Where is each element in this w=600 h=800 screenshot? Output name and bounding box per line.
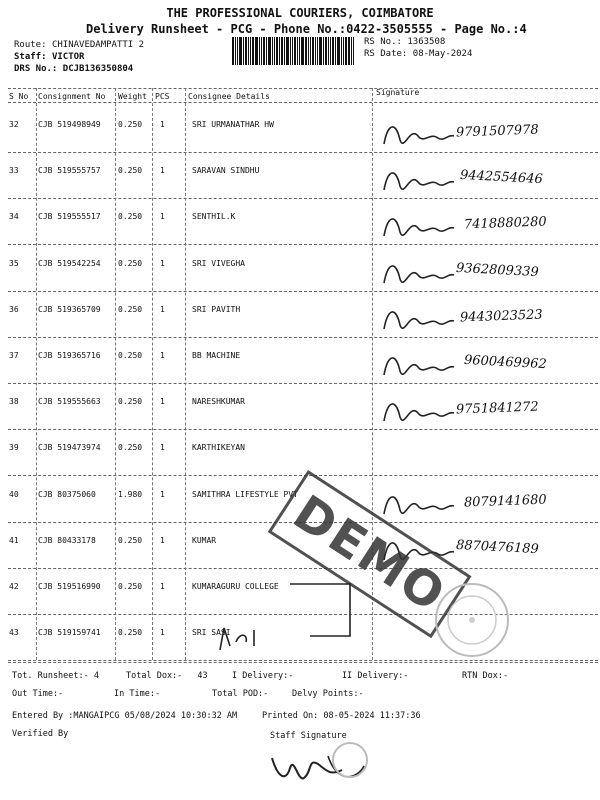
- delvy-points: Delvy Points:-: [292, 689, 364, 699]
- column-divider: [152, 88, 153, 660]
- rs-no-line: [364, 37, 445, 47]
- rs-date-label: RS Date:: [364, 49, 408, 59]
- row-consignee: BB MACHINE: [192, 351, 241, 360]
- row-weight: 0.250: [118, 628, 143, 638]
- row-weight: 0.250: [118, 582, 143, 591]
- row-consignee: KARTHIKEYAN: [192, 443, 245, 453]
- rs-date-value: 08-May-2024: [412, 49, 473, 59]
- row-weight: 0.250: [118, 120, 143, 129]
- col-header-pcs: PCS: [155, 92, 170, 101]
- row-consignee: KUMARAGURU COLLEGE: [192, 582, 279, 591]
- row-divider: [8, 198, 598, 199]
- row-signature-scribble: [378, 160, 458, 200]
- row-pcs: 1: [160, 212, 165, 222]
- row-sno: 43: [9, 628, 19, 638]
- row-pcs: 1: [160, 397, 165, 407]
- row-sno: 32: [9, 120, 19, 129]
- route-value: CHINAVEDAMPATTI 2: [51, 40, 145, 50]
- row-consignment-no: CJB 80433178: [38, 535, 96, 545]
- row-divider: [8, 568, 598, 569]
- column-divider: [36, 88, 37, 660]
- row-pcs: 1: [160, 535, 165, 545]
- i-delivery: I Delivery:-: [232, 671, 294, 681]
- row-sno: 35: [9, 258, 19, 268]
- staff-signature-scribble: [268, 738, 388, 794]
- row-pcs: 1: [160, 258, 165, 268]
- row-divider: [8, 429, 598, 430]
- row-signature-phone: 9751841272: [455, 399, 539, 418]
- row-consignee: SARAVAN SINDHU: [192, 166, 260, 176]
- row-pcs: 1: [160, 120, 165, 129]
- row-consignee: SRI PAVITH: [192, 304, 241, 314]
- row-consignee: SAMITHRA LIFESTYLE PVT: [192, 489, 298, 499]
- row-divider: [8, 383, 598, 384]
- route-label: Route:: [14, 40, 47, 50]
- demo-stamp-text: DEMO: [268, 470, 472, 638]
- row-consignment-no: CJB 519555517: [38, 212, 101, 222]
- row-pcs: 1: [160, 166, 165, 176]
- row-sno: 38: [9, 397, 19, 407]
- row-pcs: 1: [160, 582, 165, 591]
- company-seal-icon: [432, 580, 512, 660]
- row-divider: [8, 337, 598, 338]
- col-header-consignee: Consignee Details: [188, 92, 270, 101]
- verified-by: Verified By: [12, 729, 69, 739]
- row-consignment-no: CJB 519542254: [38, 258, 101, 268]
- tot-runsheet: [12, 671, 99, 681]
- row-signature-scribble: [210, 580, 370, 650]
- row-consignment-no: CJB 519365709: [38, 304, 101, 314]
- col-header-signature: Signature: [376, 88, 420, 97]
- row-pcs: 1: [160, 304, 165, 314]
- row-pcs: 1: [160, 489, 165, 499]
- row-weight: 0.250: [118, 535, 143, 545]
- ii-delivery: II Delivery:-: [342, 671, 409, 681]
- row-consignment-no: CJB 519555663: [38, 397, 101, 407]
- row-signature-phone: 7418880280: [463, 214, 547, 233]
- table-header-rule: [8, 102, 598, 103]
- row-pcs: 1: [160, 443, 165, 453]
- row-weight: 0.250: [118, 258, 143, 268]
- staff-line: [14, 52, 84, 62]
- row-signature-phone: 8079141680: [463, 492, 547, 511]
- row-consignee: SRI VIVEGHA: [192, 258, 245, 268]
- row-sno: 36: [9, 304, 19, 314]
- total-dox-label: Total Dox:-: [126, 671, 183, 681]
- row-consignee: KUMAR: [192, 535, 217, 545]
- table-top-rule: [8, 88, 598, 89]
- drs-line: [14, 64, 133, 74]
- row-consignment-no: CJB 519516990: [38, 582, 101, 591]
- row-weight: 1.980: [118, 489, 143, 499]
- row-signature-phone: 9362809339: [455, 260, 540, 280]
- rs-date-line: [364, 49, 472, 59]
- rs-no-label: RS No.:: [364, 37, 402, 47]
- drs-label: DRS No.:: [14, 64, 58, 74]
- total-dox-value: 43: [197, 671, 208, 681]
- column-divider: [115, 88, 116, 660]
- row-consignment-no: CJB 519555757: [38, 166, 101, 176]
- row-consignment-no: CJB 80375060: [38, 489, 96, 499]
- staff-signature-label: Staff Signature: [270, 731, 347, 741]
- runsheet-subtitle: Delivery Runsheet - PCG - Phone No.:0422-3505555 - Page No.:4: [86, 22, 527, 36]
- row-signature-scribble: [378, 391, 458, 431]
- row-divider: [8, 244, 598, 245]
- row-signature-phone: 8870476189: [455, 537, 540, 557]
- rs-no-value: 1363508: [407, 37, 446, 47]
- row-sno: 42: [9, 582, 19, 591]
- row-consignment-no: CJB 519159741: [38, 628, 101, 638]
- row-consignee: SENTHIL.K: [192, 212, 236, 222]
- row-signature-scribble: [378, 345, 458, 385]
- row-divider: [8, 291, 598, 292]
- row-signature-scribble: [378, 206, 458, 246]
- small-seal-icon: [330, 740, 370, 780]
- entered-by: Entered By :MANGAIPCG 05/08/2024 10:30:32 AM: [12, 711, 238, 721]
- route-line: [14, 40, 144, 50]
- row-signature-scribble: [378, 484, 458, 524]
- row-sno: 41: [9, 535, 19, 545]
- in-time: In Time:-: [114, 689, 161, 699]
- col-header-weight: Weight: [118, 92, 147, 101]
- row-sno: 37: [9, 351, 19, 360]
- row-signature-scribble: [378, 114, 458, 154]
- printed-on: Printed On: 08-05-2024 11:37:36: [262, 711, 421, 721]
- row-signature-phone: 9442554646: [459, 168, 544, 188]
- row-signature-phone: 9600469962: [463, 352, 548, 373]
- row-weight: 0.250: [118, 166, 143, 176]
- row-weight: 0.250: [118, 304, 143, 314]
- row-signature-phone: 9791507978: [455, 122, 539, 141]
- row-consignee: NARESHKUMAR: [192, 397, 245, 407]
- column-divider: [185, 88, 186, 660]
- row-consignment-no: CJB 519498949: [38, 120, 101, 129]
- out-time: Out Time:-: [12, 689, 64, 699]
- row-sno: 34: [9, 212, 19, 222]
- staff-value: VICTOR: [51, 52, 85, 62]
- row-signature-scribble: [378, 253, 458, 293]
- row-pcs: 1: [160, 351, 165, 360]
- col-header-sno: S No: [9, 92, 29, 101]
- row-weight: 0.250: [118, 443, 143, 453]
- tot-runsheet-value: 4: [93, 671, 100, 681]
- row-weight: 0.250: [118, 212, 143, 222]
- tot-runsheet-label: Tot. Runsheet:-: [12, 671, 89, 681]
- row-sno: 40: [9, 489, 19, 499]
- row-consignee: SRI URMANATHAR HW: [192, 120, 274, 129]
- row-sno: 39: [9, 443, 19, 453]
- rtn-dox: RTN Dox:-: [462, 671, 509, 681]
- row-signature-phone: 9443023523: [459, 307, 543, 326]
- row-consignment-no: CJB 519473974: [38, 443, 101, 453]
- barcode: [232, 37, 356, 65]
- drs-value: DCJB136350804: [62, 64, 134, 74]
- total-dox: [126, 671, 208, 681]
- row-pcs: 1: [160, 628, 165, 638]
- row-sno: 33: [9, 166, 19, 176]
- row-consignee: SRI SASI: [192, 628, 231, 638]
- row-weight: 0.250: [118, 351, 143, 360]
- footer-rule: [8, 662, 598, 663]
- row-consignment-no: CJB 519365716: [38, 351, 101, 360]
- total-pod: Total POD:-: [212, 689, 269, 699]
- col-header-consign: Consignment No: [38, 92, 106, 101]
- staff-label: Staff:: [14, 52, 47, 62]
- company-title: THE PROFESSIONAL COURIERS, COIMBATORE: [166, 6, 434, 20]
- row-signature-scribble: [378, 299, 458, 339]
- row-weight: 0.250: [118, 397, 143, 407]
- row-divider: [8, 152, 598, 153]
